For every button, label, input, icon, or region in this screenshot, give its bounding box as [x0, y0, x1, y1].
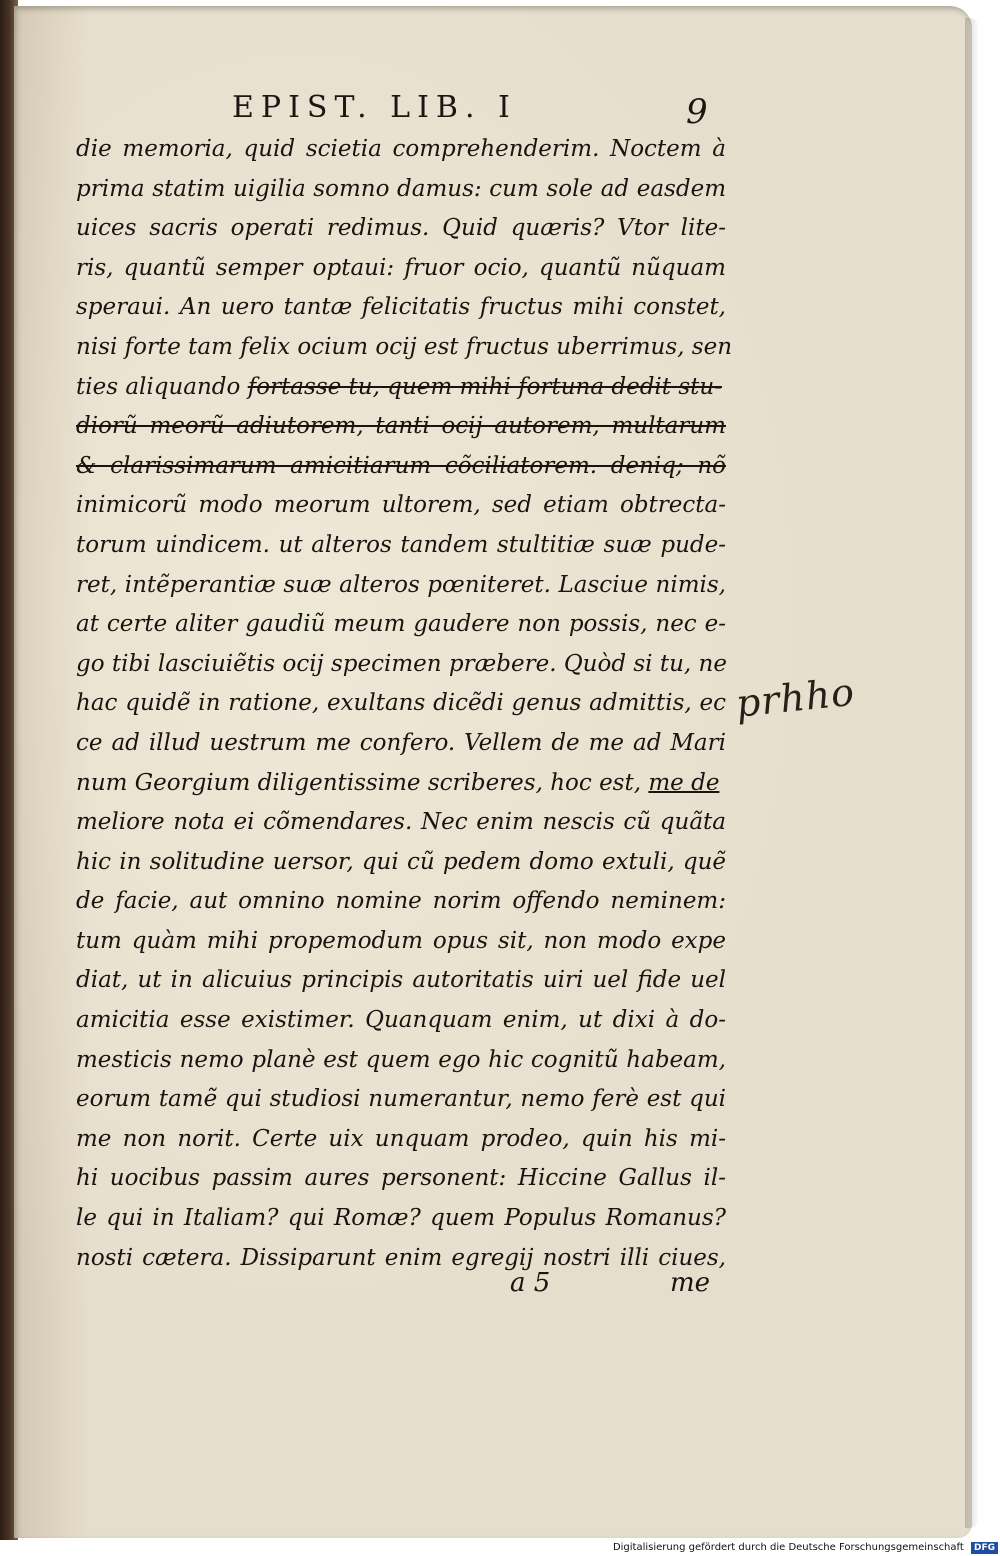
text-line: tum quàm mihi propemodum opus sit, non modo expe — [76, 927, 726, 954]
text-line: die memoria, quid scietia comprehenderim. Noctem à — [76, 136, 726, 162]
text-line: de facie, aut omnino nomine norim offendo neminem: — [76, 888, 726, 915]
text-line: speraui. An uero tantæ felicitatis fructus mihi constet, — [76, 294, 726, 321]
text-line: hic in solitudine uersor, qui cũ pedem domo extuli, quẽ — [76, 848, 726, 875]
struck-through-line: diorũ meorũ adiutorem, tanti ocij autorem, multarum — [76, 413, 726, 440]
page-number: 9 — [686, 92, 708, 132]
text-line: meliore nota ei cõmendares. Nec enim nescis cũ quãta — [76, 809, 726, 836]
text-line: at certe aliter gaudiũ meum gaudere non possis, nec e- — [76, 611, 726, 638]
text-line: me non norit. Certe uix unquam prodeo, quin his mi- — [76, 1125, 726, 1152]
struck-through-text: fortasse tu, quem mihi fortuna dedit stu- — [247, 373, 722, 400]
text-line: nisi forte tam felix ocium ocij est fructus uberrimus, sen — [76, 333, 733, 360]
text-line: amicitia esse existimer. Quanquam enim, ut dixi à do- — [76, 1007, 726, 1034]
text-line: uices sacris operati redimus. Quid quæris? Vtor lite- — [76, 215, 726, 242]
text-line: hac quidẽ in ratione, exultans dicẽdi genus admittis, ec — [76, 690, 726, 717]
line-head: ties aliquando — [76, 373, 241, 400]
text-block — [76, 130, 733, 1278]
text-line: eorum tamẽ qui studiosi numerantur, nemo ferè est qui — [76, 1086, 726, 1113]
catchword: me — [670, 1268, 711, 1298]
text-line: ce ad illud uestrum me confero. Vellem de me ad Mari — [76, 729, 726, 756]
dfg-logo-icon: DFG — [971, 1542, 998, 1554]
funding-credit: Digitalisierung gefördert durch die Deutsche Forschungsgemeinschaft — [612, 1542, 964, 1553]
handwritten-margin-note: prhho — [733, 669, 857, 726]
underlined-text: me de — [648, 769, 720, 796]
text-line: ris, quantũ semper optaui: fruor ocio, quantũ nũquam — [76, 254, 726, 281]
funding-footer — [580, 1540, 1000, 1556]
text-line: hi uocibus passim aures personent: Hiccine Gallus il- — [76, 1165, 726, 1192]
line-head: num Georgium diligentissime scriberes, hoc est, — [76, 769, 642, 796]
struck-through-line: & clarissimarum amicitiarum cõciliatorem. deniq; nõ — [76, 452, 726, 479]
text-line: ret, intẽperantiæ suæ alteros pœniteret. Lasciue nimis, — [76, 571, 726, 598]
running-head: EPIST. LIB. I — [232, 90, 517, 125]
text-line: prima statim uigilia somno damus: cum sole ad easdem — [76, 175, 726, 202]
text-line-with-underline — [76, 764, 726, 804]
catchword-line — [510, 1268, 720, 1308]
text-line: inimicorũ modo meorum ultorem, sed etiam obtrecta- — [76, 492, 726, 519]
text-line: torum uindicem. ut alteros tandem stultitiæ suæ pude- — [76, 531, 726, 558]
text-line: mesticis nemo planè est quem ego hic cognitũ habeam, — [76, 1046, 726, 1073]
text-line: diat, ut in alicuius principis autoritatis uiri uel fide uel — [76, 967, 726, 994]
text-line: le qui in Italiam? qui Romæ? quem Populus Romanus? — [76, 1205, 726, 1232]
text-line: go tibi lasciuiẽtis ocij specimen præbere. Quòd si tu, ne — [76, 650, 727, 677]
text-line: nosti cætera. Dissiparunt enim egregij nostri illi ciues, — [76, 1244, 726, 1271]
signature-mark: a 5 — [510, 1268, 551, 1298]
page-edge-shadow — [965, 18, 979, 1528]
text-line-with-strike — [76, 368, 726, 408]
